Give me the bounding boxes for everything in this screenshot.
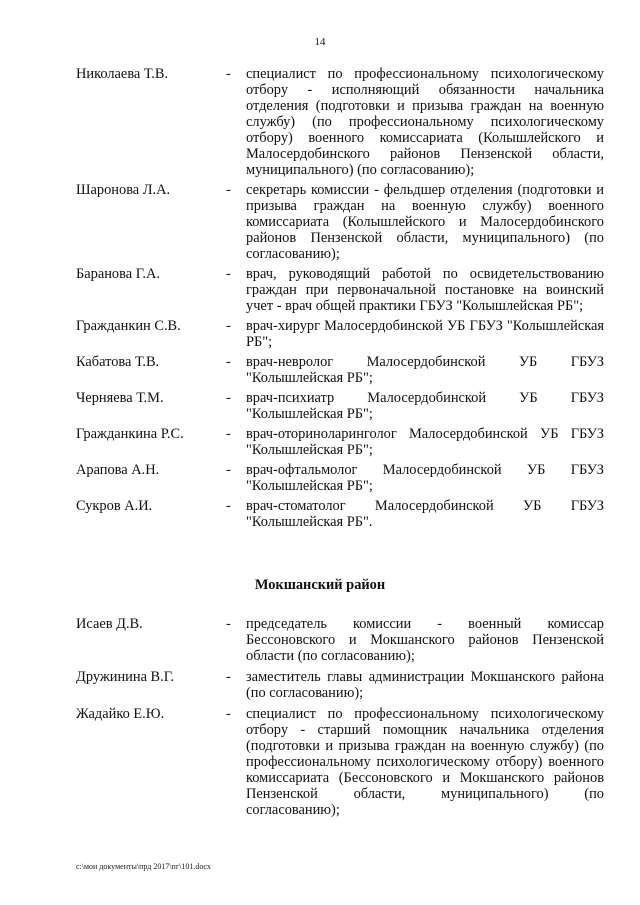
list-item (76, 182, 604, 262)
member-list-top (76, 66, 604, 534)
member-role: председатель комиссии - военный комиссар Бессоновского и Мокшанского районов Пензенской области (по согласованию); (246, 616, 604, 664)
member-role: специалист по профессиональному психологическому отбору - старший помощник начальника отделения (подготовки и призыва граждан на военную службу) (по профессиональному психологическому отбору) военного комиссариата (Бессоновского и Мокшанского районов Пензенской области, муниципального) (по согласованию); (246, 706, 604, 818)
member-role: врач-стоматолог Малосердобинской УБ ГБУЗ "Колышлейская РБ". (246, 498, 604, 530)
page-number: 14 (314, 36, 326, 48)
member-list-bottom (76, 616, 604, 823)
member-role: врач-психиатр Малосердобинской УБ ГБУЗ "Колышлейская РБ"; (246, 390, 604, 422)
member-role: врач-оториноларинголог Малосердобинской УБ ГБУЗ "Колышлейская РБ"; (246, 426, 604, 458)
member-name: Баранова Г.А. (76, 266, 161, 282)
list-item (76, 390, 604, 422)
separator-dash: - (226, 390, 231, 406)
separator-dash: - (226, 354, 231, 370)
separator-dash: - (226, 706, 231, 722)
separator-dash: - (226, 266, 231, 282)
list-item (76, 66, 604, 178)
member-role: врач-невролог Малосердобинской УБ ГБУЗ "Колышлейская РБ"; (246, 354, 604, 386)
list-item (76, 426, 604, 458)
list-item (76, 669, 604, 701)
separator-dash: - (226, 66, 231, 82)
separator-dash: - (226, 669, 231, 685)
member-role: врач, руководящий работой по освидетельствованию граждан при первоначальной постановке на воинский учет - врач общей практики ГБУЗ "Колышлейская РБ"; (246, 266, 604, 314)
member-name: Сукров А.И. (76, 498, 153, 514)
member-name: Исаев Д.В. (76, 616, 143, 632)
member-name: Гражданкин С.В. (76, 318, 181, 334)
list-item (76, 266, 604, 314)
member-role: заместитель главы администрации Мокшанского района (по согласованию); (246, 669, 604, 701)
separator-dash: - (226, 318, 231, 334)
member-name: Дружинина В.Г. (76, 669, 175, 685)
member-name: Кабатова Т.В. (76, 354, 160, 370)
member-role: специалист по профессиональному психологическому отбору - исполняющий обязанности начальника отделения (подготовки и призыва граждан на военную службу) (по профессиональному психологическому отбору) военного комиссариата (Колышлейского и Малосердобинского районов Пензенской области, муниципального) (по согласованию); (246, 66, 604, 178)
separator-dash: - (226, 182, 231, 198)
member-name: Черняева Т.М. (76, 390, 164, 406)
member-role: врач-хирург Малосердобинской УБ ГБУЗ "Колышлейская РБ"; (246, 318, 604, 350)
member-name: Гражданкина Р.С. (76, 426, 184, 442)
member-role: секретарь комиссии - фельдшер отделения (подготовки и призыва граждан на военную службу) военного комиссариата (Колышлейского и Малосердобинского районов Пензенской области, муниципального) (по согласованию); (246, 182, 604, 262)
list-item (76, 462, 604, 494)
separator-dash: - (226, 462, 231, 478)
member-name: Шаронова Л.А. (76, 182, 171, 198)
list-item (76, 706, 604, 818)
member-name: Арапова А.Н. (76, 462, 160, 478)
separator-dash: - (226, 498, 231, 514)
list-item (76, 354, 604, 386)
separator-dash: - (226, 426, 231, 442)
list-item (76, 616, 604, 664)
list-item (76, 318, 604, 350)
footer-file-path: c:\мои документы\прд 2017\пг\101.docx (76, 862, 211, 871)
member-name: Николаева Т.В. (76, 66, 169, 82)
member-role: врач-офтальмолог Малосердобинской УБ ГБУЗ "Колышлейская РБ"; (246, 462, 604, 494)
member-name: Жадайко Е.Ю. (76, 706, 165, 722)
list-item (76, 498, 604, 530)
section-title: Мокшанский район (254, 577, 386, 593)
separator-dash: - (226, 616, 231, 632)
